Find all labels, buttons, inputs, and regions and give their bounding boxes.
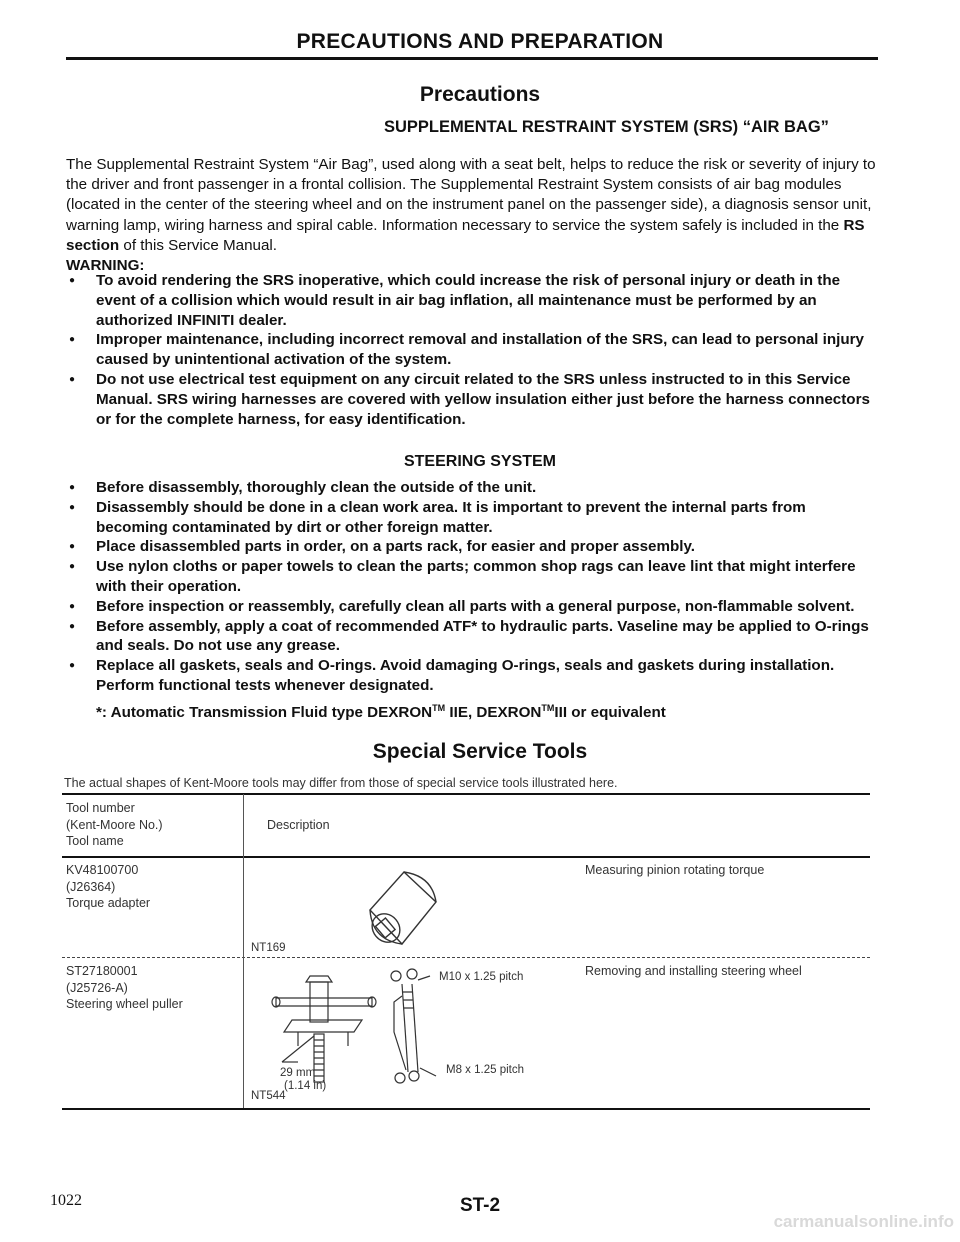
special-tools-note: The actual shapes of Kent-Moore tools may differ from those of special service tools illustrated here. (64, 776, 618, 790)
torque-adapter-illustration (362, 864, 442, 950)
table-header-rule (62, 856, 870, 858)
table-header-description: Description (267, 818, 330, 832)
tm-mark: TM (541, 703, 555, 713)
table-row (66, 862, 150, 912)
header-tool-name: Tool name (66, 834, 124, 848)
rs-section-ref: RS section (66, 216, 865, 254)
tool-number: KV48100700 (66, 863, 139, 877)
special-tools-heading: Special Service Tools (372, 740, 588, 763)
steering-heading: STEERING SYSTEM (403, 453, 557, 470)
watermark: carmanualsonline.info (773, 1212, 954, 1231)
thread-label-m8: M8 x 1.25 pitch (446, 1064, 524, 1076)
steering-item: ● Before inspection or reassembly, carefully clean all parts with a general purpose, non-flammable solvent. (66, 597, 880, 617)
table-top-rule (62, 793, 870, 795)
srs-intro-paragraph (66, 155, 880, 256)
warning-item: ● Do not use electrical test equipment on any circuit related to the SRS unless instructed to in this Service Manual. SRS wiring harnesses are covered with yellow insulation either just before the harness connectors or for the complete harness, for easy identification. (66, 370, 880, 429)
tool-name: Torque adapter (66, 896, 151, 910)
steering-item: ● Disassembly should be done in a clean work area. It is important to prevent the internal parts from becoming contaminated by dirt or other foreign matter. (66, 498, 880, 538)
footnote-suffix: III or equivalent (554, 704, 666, 722)
srs-intro-end: of this Service Manual. (119, 236, 278, 254)
page-header-title: PRECAUTIONS AND PREPARATION (296, 30, 664, 53)
steering-list (66, 478, 880, 696)
srs-heading: SUPPLEMENTAL RESTRAINT SYSTEM (SRS) “AIR BAG” (384, 118, 829, 136)
footnote-prefix: *: Automatic Transmission Fluid type DEXRON (96, 704, 433, 722)
warning-item: ● Improper maintenance, including incorrect removal and installation of the SRS, can lead to personal injury caused by unintentional activation of the system. (66, 330, 880, 370)
srs-intro-text: The Supplemental Restraint System “Air Bag”, used along with a seat belt, helps to reduce the risk or severity of injury to the driver and front passenger in a frontal collision. The Supplemental Restraint System consists of air bag modules (located in the center of the steering wheel and on the instrument panel on the passenger side), a diagnosis sensor unit, warning lamp, wiring harness and spiral cable. Information necessary to service the system safely is included in the (66, 156, 876, 234)
header-tool-number: Tool number (66, 801, 135, 815)
section-page-code: ST-2 (459, 1195, 501, 1216)
footnote-mid: IIE, DEXRON (445, 704, 542, 722)
atf-footnote (96, 703, 666, 721)
table-column-divider (243, 794, 244, 1108)
dimension-label-in: (1.14 in) (284, 1080, 327, 1092)
warning-list (66, 271, 880, 429)
tm-mark: TM (432, 703, 446, 713)
steering-item: ● Before assembly, apply a coat of recommended ATF* to hydraulic parts. Vaseline may be applied to O-rings and seals. Do not use any grease. (66, 617, 880, 657)
header-kent-moore: (Kent-Moore No.) (66, 817, 163, 832)
table-row (66, 963, 183, 1013)
warning-label: WARNING: (66, 257, 145, 274)
kent-moore-number: (J26364) (66, 879, 116, 894)
tool-number: ST27180001 (66, 964, 138, 978)
steering-item: ● Place disassembled parts in order, on a parts rack, for easier and proper assembly. (66, 537, 880, 557)
table-row-divider (62, 957, 870, 958)
dimension-label-mm: 29 mm (280, 1067, 316, 1079)
page-number: 1022 (50, 1192, 82, 1209)
header-rule (66, 57, 878, 60)
thread-label-m10: M10 x 1.25 pitch (439, 971, 524, 983)
steering-item: ● Use nylon cloths or paper towels to clean the parts; common shop rags can leave lint that might interfere with their operation. (66, 557, 880, 597)
steering-item: ● Replace all gaskets, seals and O-rings. Avoid damaging O-rings, seals and gaskets during installation. Perform functional tests whenever designated. (66, 656, 880, 696)
table-bottom-rule (62, 1108, 870, 1110)
kent-moore-number: (J25726-A) (66, 980, 128, 995)
warning-item: ● To avoid rendering the SRS inoperative, which could increase the risk of personal injury or death in the event of a collision which would result in air bag inflation, all maintenance must be performed by an authorized INFINITI dealer. (66, 271, 880, 330)
figure-code: NT544 (251, 1090, 286, 1102)
tool-description: Removing and installing steering wheel (585, 964, 802, 978)
tool-description: Measuring pinion rotating torque (585, 863, 765, 877)
table-header-tool-column (66, 800, 163, 850)
figure-code: NT169 (251, 942, 286, 954)
steering-item: ● Before disassembly, thoroughly clean the outside of the unit. (66, 478, 880, 498)
precautions-heading: Precautions (419, 83, 541, 106)
tool-name: Steering wheel puller (66, 997, 183, 1011)
